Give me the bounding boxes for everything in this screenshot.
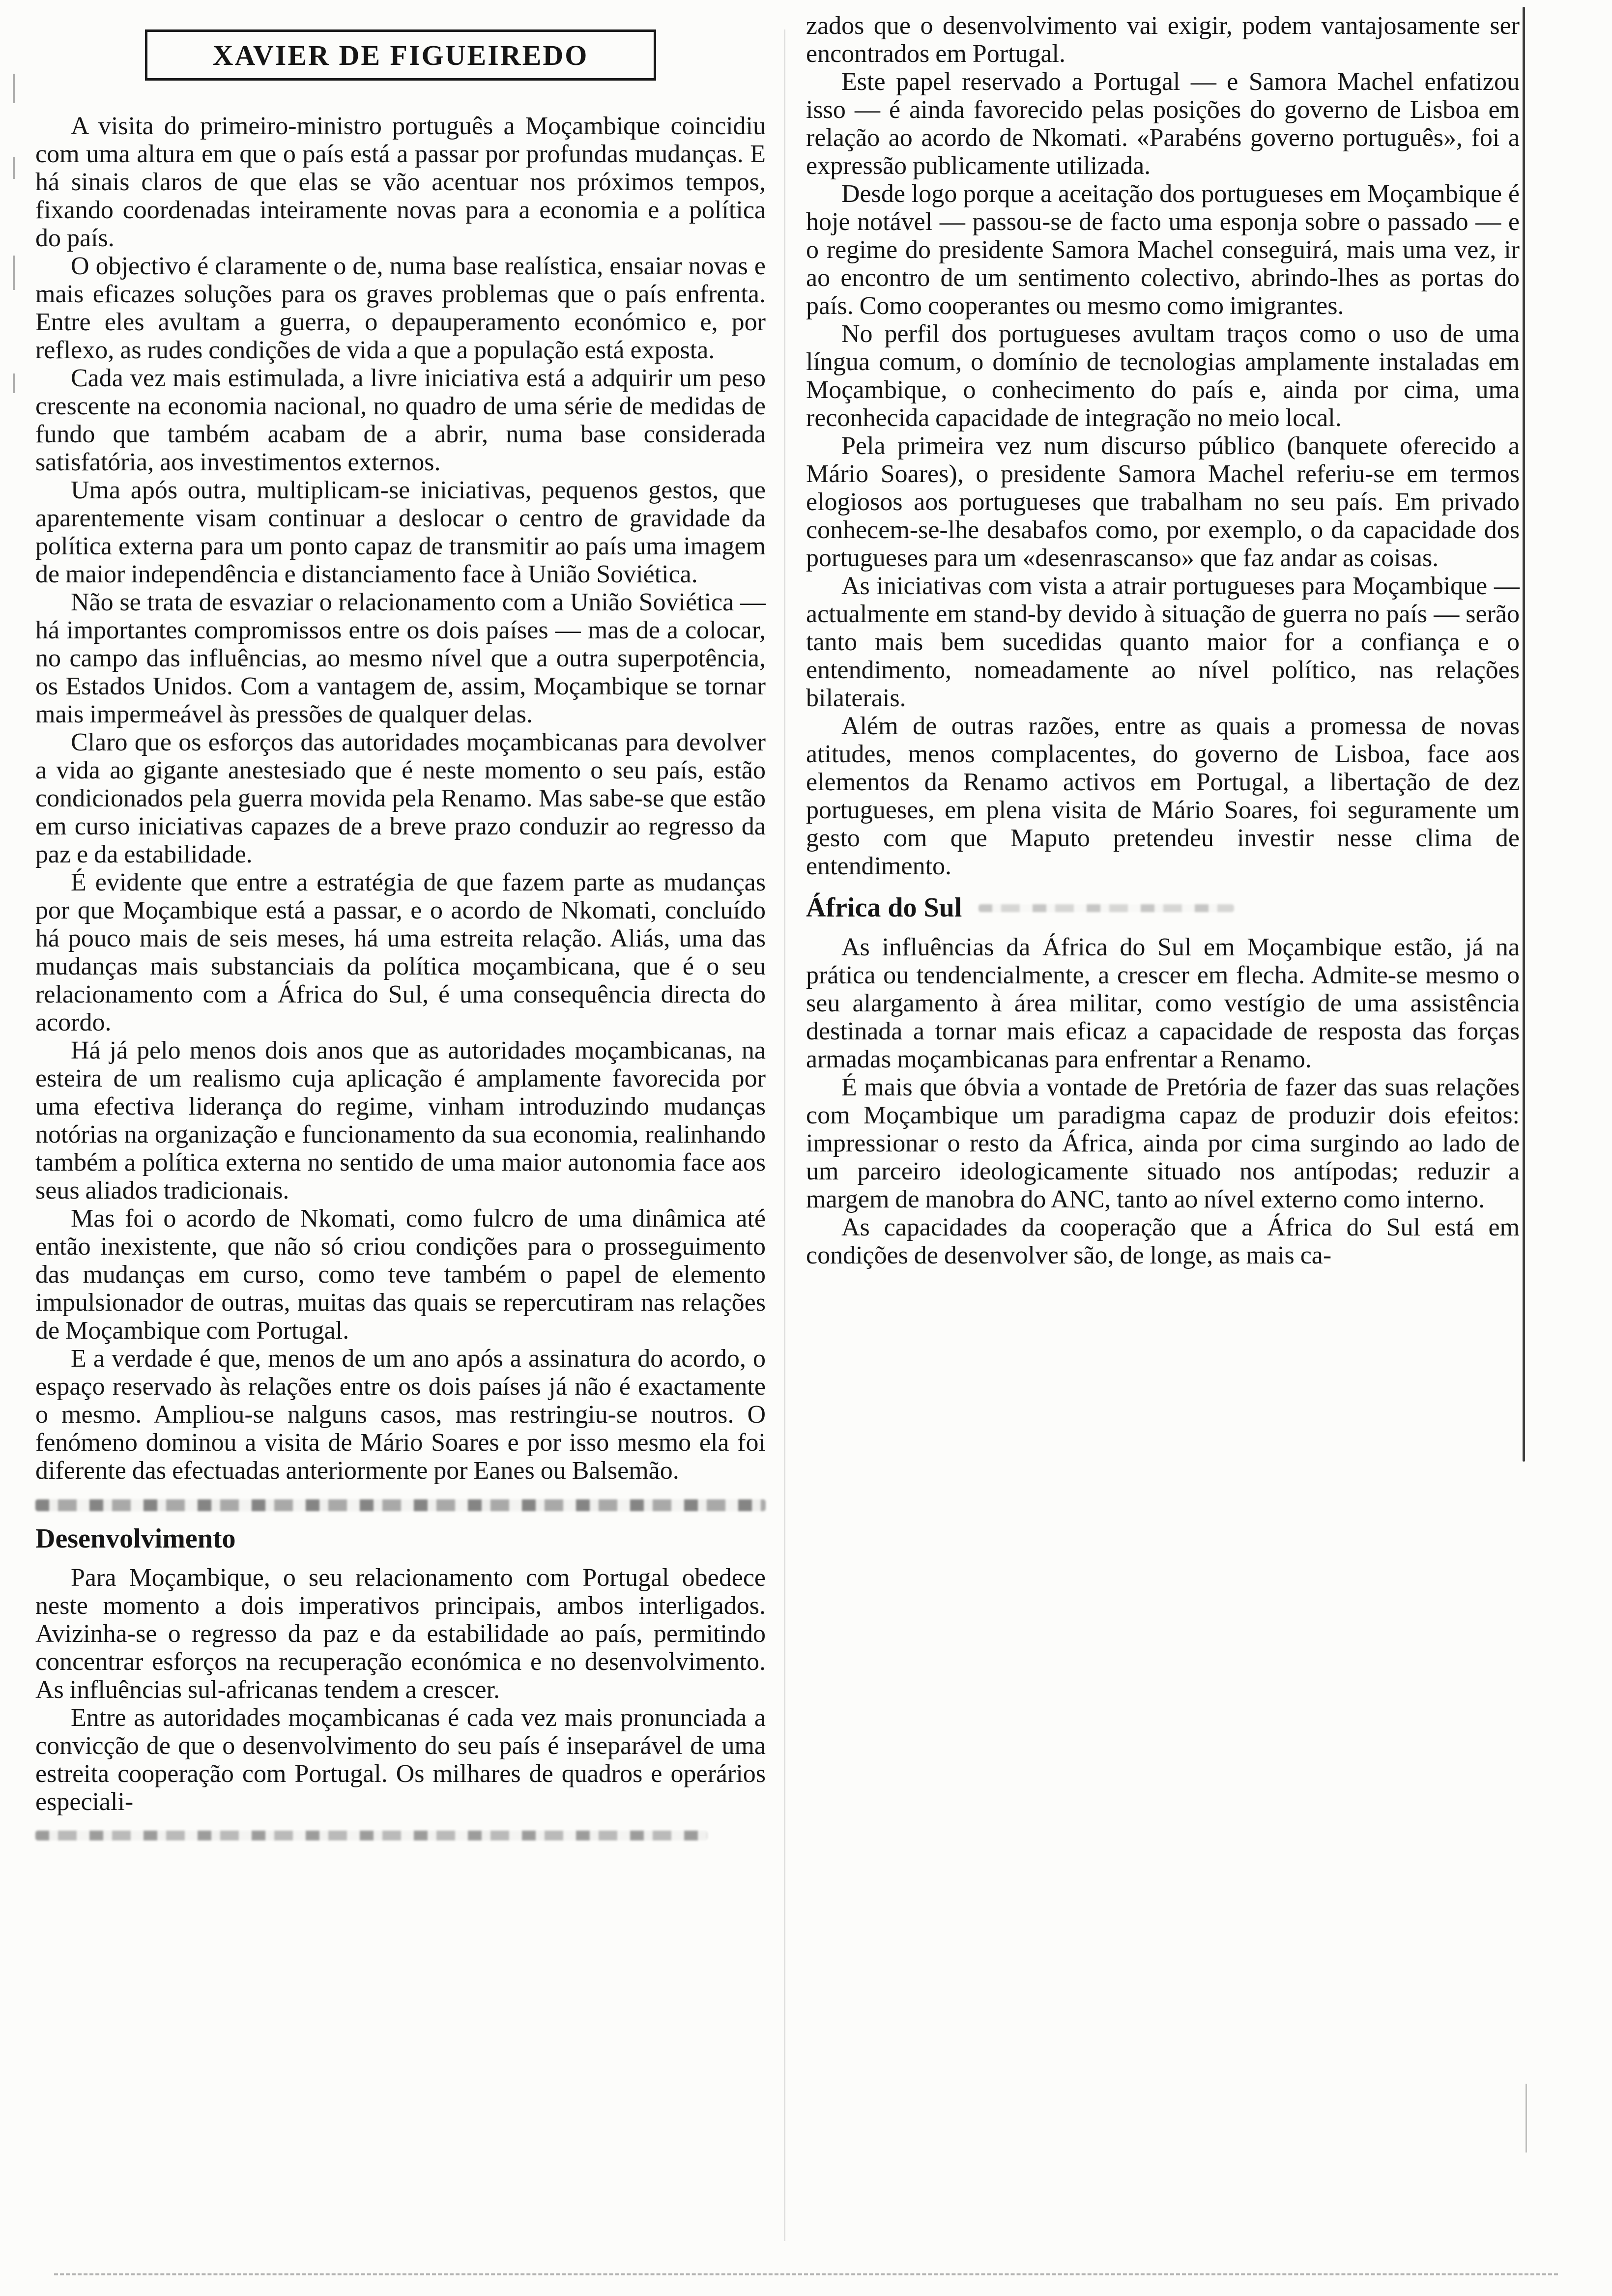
- paragraph: As iniciativas com vista a atrair portugueses para Moçambique — actualmente em stand-by devido à situação de guerra no país — serão tanto mais bem sucedidas quanto maior for a confiança e o entendimento, nomeadamente ao nível político, nas relações bilaterais.: [806, 572, 1520, 712]
- paragraph: O objectivo é claramente o de, numa base realística, ensaiar novas e mais eficazes soluções para os graves problemas que o país enfrenta. Entre eles avultam a guerra, o depauperamento económico e, por reflexo, as rudes condições de vida a que a população está exposta.: [35, 252, 766, 364]
- left-edge-artifact: [13, 256, 15, 290]
- paragraph: É mais que óbvia a vontade de Pretória de fazer das suas relações com Moçambique um paradigma capaz de produzir dois efeitos: impressionar o resto da África, ainda por cima surgindo ao lado de um parceiro ideologicamente situado nos antípodas; reduzir a margem de manobra do ANC, tanto ao nível externo como interno.: [806, 1073, 1520, 1213]
- paragraph: Desde logo porque a aceitação dos portugueses em Moçambique é hoje notável — passou-se de facto uma esponja sobre o passado — e o regime do presidente Samora Machel conseguirá, mais uma vez, ir ao encontro de um sentimento colectivo, abrindo-lhes as portas do país. Como cooperantes ou mesmo como imigrantes.: [806, 180, 1520, 320]
- paragraph: Uma após outra, multiplicam-se iniciativas, pequenos gestos, que aparentemente visam continuar a deslocar o centro de gravidade da política externa para um ponto capaz de transmitir ao país uma imagem de maior independência e distanciamento face à União Soviética.: [35, 476, 766, 588]
- bottom-scan-dashes: [54, 2273, 1558, 2275]
- paragraph: E a verdade é que, menos de um ano após a assinatura do acordo, o espaço reservado às relações entre os dois países já não é exactamente o mesmo. Ampliou-se nalguns casos, mas restringiu-se noutros. O fenómeno dominou a visita de Mário Soares e por isso mesmo ela foi diferente das efectuadas anteriormente por Eanes ou Balsemão.: [35, 1344, 766, 1485]
- section-heading-label: África do Sul: [806, 892, 962, 923]
- paragraph: Mas foi o acordo de Nkomati, como fulcro de uma dinâmica até então inexistente, que não só criou condições para o prosseguimento das mudanças em curso, como teve também o papel de elemento impulsionador de outras, muitas das quais se repercutiram nas relações de Moçambique com Portugal.: [35, 1204, 766, 1345]
- section-heading-desenvolvimento: [35, 1524, 766, 1554]
- paragraph: É evidente que entre a estratégia de que fazem parte as mudanças por que Moçambique está a passar, e o acordo de Nkomati, concluído há pouco mais de seis meses, há uma estreita relação. Aliás, uma das mudanças mais substanciais da política moçambicana, que é o seu relacionamento com a África do Sul, é uma consequência directa do acordo.: [35, 868, 766, 1036]
- byline-box: [145, 29, 656, 81]
- paragraph: A visita do primeiro-ministro português a Moçambique coincidiu com uma altura em que o país está a passar por profundas mudanças. E há sinais claros de que elas se vão acentuar nos próximos tempos, fixando coordenadas inteiramente novas para a economia e a política do país.: [35, 112, 766, 252]
- left-edge-artifact: [13, 373, 15, 393]
- paragraph-continuation: zados que o desenvolvimento vai exigir, podem vantajosamente ser encontrados em Portugal.: [806, 12, 1520, 68]
- paragraph: No perfil dos portugueses avultam traços como o uso de uma língua comum, o domínio de tecnologias amplamente instaladas em Moçambique, o conhecimento do país e, ainda por cima, uma reconhecida capacidade de integração no meio local.: [806, 320, 1520, 432]
- left-edge-artifact: [13, 74, 15, 103]
- paragraph: Claro que os esforços das autoridades moçambicanas para devolver a vida ao gigante anestesiado que é neste momento o seu país, estão condicionados pela guerra movida pela Renamo. Mas sabe-se que estão em curso iniciativas capazes de a breve prazo conduzir ao regresso da paz e da estabilidade.: [35, 728, 766, 868]
- byline: XAVIER DE FIGUEIREDO: [212, 39, 589, 71]
- paragraph: As influências da África do Sul em Moçambique estão, já na prática ou tendencialmente, a crescer em flecha. Admite-se mesmo o seu alargamento à área militar, como vestígio de uma assistência destinada a tornar mais eficaz a capacidade de resposta das forças armadas moçambicanas para enfrentar a Renamo.: [806, 933, 1520, 1073]
- paragraph: Pela primeira vez num discurso público (banquete oferecido a Mário Soares), o presidente Samora Machel referiu-se em termos elogiosos aos portugueses que trabalham no seu país. Em privado conhecem-se-lhe desabafos como, por exemplo, o da capacidade dos portugueses para um «desenrascanso» que faz andar as coisas.: [806, 432, 1520, 572]
- left-column: [35, 18, 766, 1840]
- scan-smudge: [35, 1831, 707, 1840]
- paragraph: Entre as autoridades moçambicanas é cada vez mais pronunciada a convicção de que o desenvolvimento do seu país é inseparável de uma estreita cooperação com Portugal. Os milhares de quadros e operários especiali-: [35, 1704, 766, 1816]
- right-column: [806, 12, 1520, 1269]
- scan-smudge: [35, 1499, 766, 1511]
- paragraph: Há já pelo menos dois anos que as autoridades moçambicanas, na esteira de um realismo cuja aplicação é amplamente favorecida por uma efectiva liderança do regime, vinham introduzindo mudanças notórias na organização e funcionamento da sua economia, realinhando também a política externa no sentido de uma maior autonomia face aos seus aliados tradicionais.: [35, 1036, 766, 1205]
- paragraph: Não se trata de esvaziar o relacionamento com a União Soviética — há importantes compromissos entre os dois países — mas de a colocar, no campo das influências, ao mesmo nível que a outra superpotência, os Estados Unidos. Com a vantagem de, assim, Moçambique se tornar mais impermeável às pressões de qualquer delas.: [35, 588, 766, 728]
- paragraph: Este papel reservado a Portugal — e Samora Machel enfatizou isso — é ainda favorecido pelas posições do governo de Lisboa em relação ao acordo de Nkomati. «Parabéns governo português», foi a expressão publicamente utilizada.: [806, 68, 1520, 180]
- right-edge-artifact: [1526, 2084, 1527, 2152]
- scan-smudge: [979, 904, 1234, 912]
- paragraph: As capacidades da cooperação que a África do Sul está em condições de desenvolver são, de longe, as mais ca-: [806, 1213, 1520, 1269]
- right-edge-rule: [1523, 7, 1525, 1462]
- left-edge-artifact: [13, 157, 15, 179]
- paragraph: Para Moçambique, o seu relacionamento com Portugal obedece neste momento a dois imperativos principais, ambos interligados. Avizinha-se o regresso da paz e da estabilidade ao país, permitindo concentrar esforços na recuperação económica e no desenvolvimento. As influências sul-africanas tendem a crescer.: [35, 1564, 766, 1704]
- section-heading-africa-do-sul: [806, 893, 1520, 923]
- column-rule: [784, 29, 785, 2241]
- paragraph: Além de outras razões, entre as quais a promessa de novas atitudes, menos complacentes, do governo de Lisboa, face aos elementos da Renamo activos em Portugal, a libertação de dez portugueses, em plena visita de Mário Soares, foi seguramente um gesto com que Maputo pretendeu investir nesse clima de entendimento.: [806, 712, 1520, 880]
- paragraph: Cada vez mais estimulada, a livre iniciativa está a adquirir um peso crescente na economia nacional, no quadro de uma série de medidas de fundo que também acabam de a abrir, numa base considerada satisfatória, aos investimentos externos.: [35, 364, 766, 476]
- section-heading-label: Desenvolvimento: [35, 1523, 236, 1554]
